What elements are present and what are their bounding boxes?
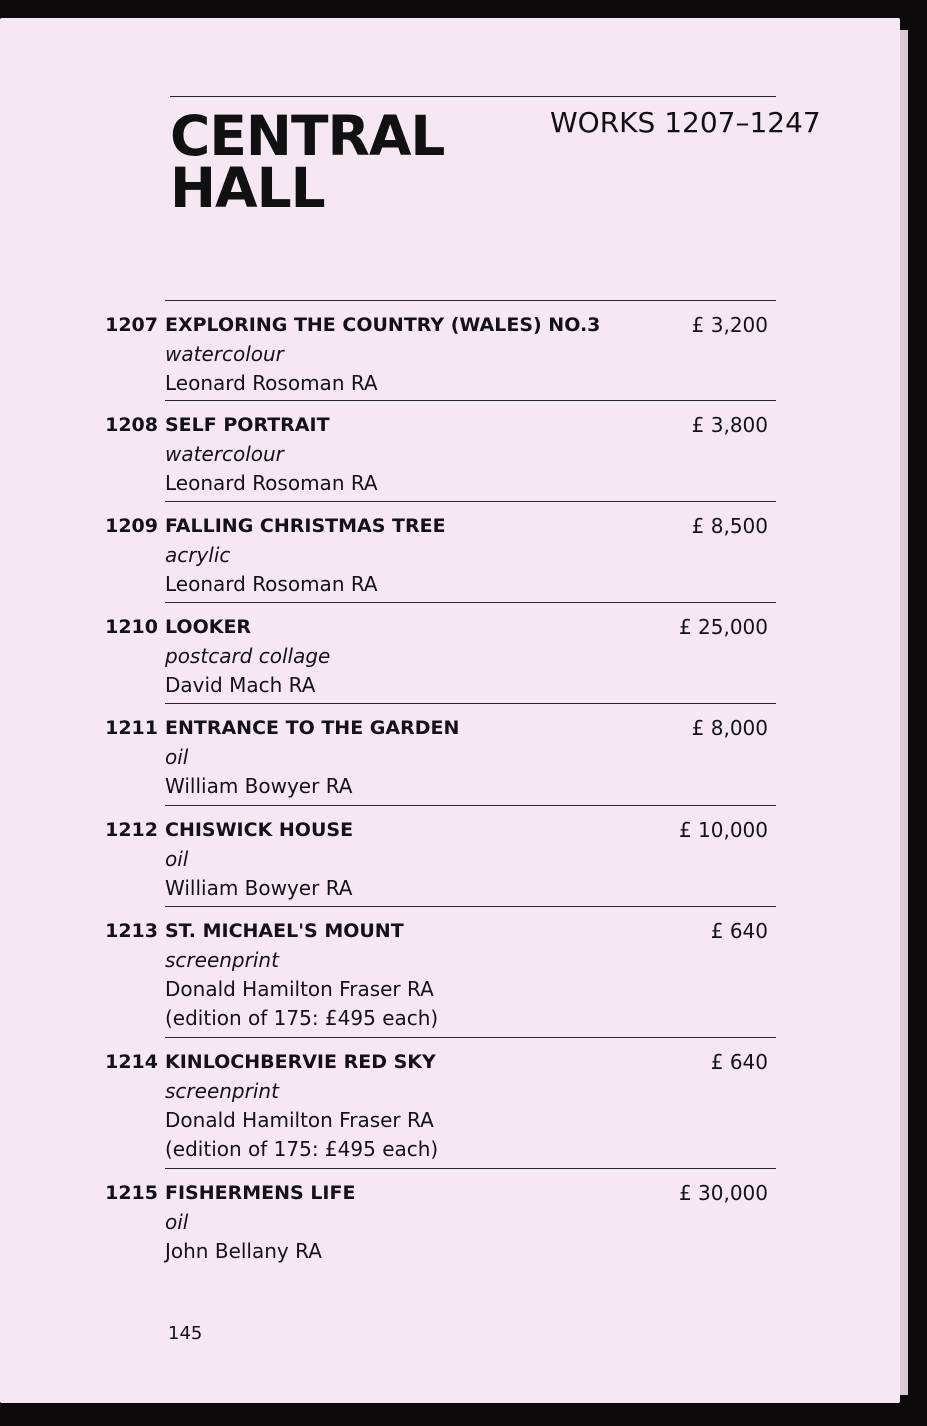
- section-title: [170, 104, 445, 220]
- entry-price: £ 30,000: [678, 1181, 768, 1205]
- works-range: WORKS 1207–1247: [550, 106, 821, 139]
- entry-title: ENTRANCE TO THE GARDEN: [165, 717, 460, 739]
- entry-divider: [165, 501, 776, 502]
- entry-details: [165, 1179, 665, 1266]
- entry-artist: William Bowyer RA: [165, 774, 353, 798]
- entry-price: £ 8,500: [691, 514, 768, 538]
- entry-divider: [165, 703, 776, 704]
- entry-number: 1207: [105, 314, 158, 336]
- entry-medium: screenprint: [165, 948, 279, 972]
- entry-details: [165, 311, 665, 398]
- entry-divider: [165, 805, 776, 806]
- entry-number: 1214: [105, 1051, 158, 1073]
- entry-details: [165, 917, 665, 1033]
- entry-details: [165, 411, 665, 498]
- entry-divider: [165, 300, 776, 301]
- entry-price: £ 8,000: [691, 716, 768, 740]
- entry-number: 1209: [105, 515, 158, 537]
- entry-title: ST. MICHAEL'S MOUNT: [165, 920, 404, 942]
- entry-title: FISHERMENS LIFE: [165, 1182, 356, 1204]
- entry-artist: Leonard Rosoman RA: [165, 471, 378, 495]
- entry-price: £ 25,000: [678, 615, 768, 639]
- entry-artist: William Bowyer RA: [165, 876, 353, 900]
- entry-details: [165, 613, 665, 700]
- entry-number: 1212: [105, 819, 158, 841]
- entry-number: 1215: [105, 1182, 158, 1204]
- entry-medium: oil: [165, 1210, 189, 1234]
- entry-details: [165, 816, 665, 903]
- section-title-line2: HALL: [170, 156, 325, 220]
- entry-number: 1208: [105, 414, 158, 436]
- section-title-line1: CENTRAL: [170, 104, 445, 168]
- entry-artist: John Bellany RA: [165, 1239, 322, 1263]
- entry-price: £ 10,000: [678, 818, 768, 842]
- entry-title: SELF PORTRAIT: [165, 414, 330, 436]
- entry-artist: David Mach RA: [165, 673, 316, 697]
- entry-medium: acrylic: [165, 543, 231, 567]
- entry-divider: [165, 906, 776, 907]
- entry-divider: [165, 602, 776, 603]
- entry-medium: postcard collage: [165, 644, 331, 668]
- entry-number: 1213: [105, 920, 158, 942]
- page-edge: [900, 30, 908, 1395]
- entry-number: 1211: [105, 717, 158, 739]
- entry-medium: watercolour: [165, 342, 284, 366]
- entry-price: £ 3,200: [691, 313, 768, 337]
- entry-medium: oil: [165, 745, 189, 769]
- entry-title: LOOKER: [165, 616, 252, 638]
- entry-artist: Donald Hamilton Fraser RA: [165, 977, 434, 1001]
- header-top-rule: [170, 96, 776, 97]
- entry-details: [165, 512, 665, 599]
- entry-artist: Leonard Rosoman RA: [165, 371, 378, 395]
- entry-title: KINLOCHBERVIE RED SKY: [165, 1051, 436, 1073]
- entry-divider: [165, 1168, 776, 1169]
- entry-price: £ 3,800: [691, 413, 768, 437]
- entry-medium: screenprint: [165, 1079, 279, 1103]
- entry-price: £ 640: [710, 919, 768, 943]
- entry-price: £ 640: [710, 1050, 768, 1074]
- entry-title: FALLING CHRISTMAS TREE: [165, 515, 446, 537]
- entry-divider: [165, 400, 776, 401]
- entry-medium: oil: [165, 847, 189, 871]
- entry-number: 1210: [105, 616, 158, 638]
- entry-medium: watercolour: [165, 442, 284, 466]
- entry-artist: Donald Hamilton Fraser RA: [165, 1108, 434, 1132]
- entry-title: EXPLORING THE COUNTRY (WALES) NO.3: [165, 314, 601, 336]
- entry-divider: [165, 1037, 776, 1038]
- entry-title: CHISWICK HOUSE: [165, 819, 354, 841]
- page-number: 145: [168, 1323, 203, 1344]
- entry-artist: Leonard Rosoman RA: [165, 572, 378, 596]
- entry-details: [165, 1048, 665, 1164]
- entry-edition: (edition of 175: £495 each): [165, 1006, 439, 1030]
- entry-details: [165, 714, 665, 801]
- entry-edition: (edition of 175: £495 each): [165, 1137, 439, 1161]
